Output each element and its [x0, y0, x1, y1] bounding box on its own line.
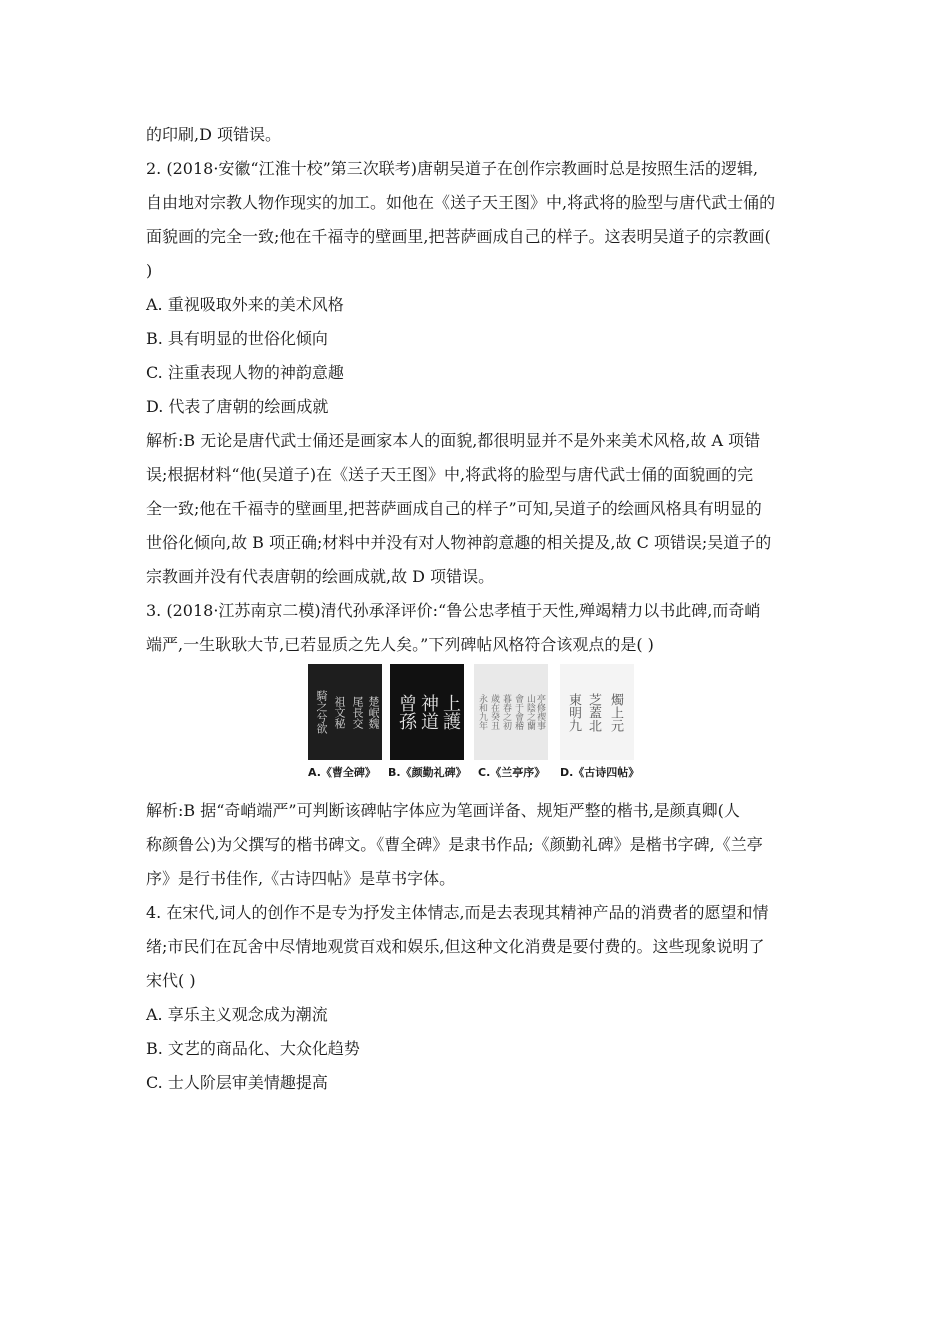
answer-3-analysis: 解析:B 据“奇峭端严”可判断该碑帖字体应为笔画详备、规矩严整的楷书,是颜真卿(人: [146, 801, 740, 820]
document-page: [146, 118, 810, 1100]
question-4-stem: 宋代( ): [146, 971, 196, 990]
question-2-option-d: D. 代表了唐朝的绘画成就: [146, 397, 329, 416]
question-2-option-c: C. 注重表现人物的神韵意趣: [146, 363, 344, 382]
answer-2-analysis: 世俗化倾向,故 B 项正确;材料中并没有对人物神韵意趣的相关提及,故 C 项错误;吴道子的: [146, 533, 772, 552]
question-2-stem: 面貌画的完全一致;他在千福寺的壁画里,把菩萨画成自己的样子。这表明吴道子的宗教画(: [146, 227, 771, 246]
question-4-option-b: B. 文艺的商品化、大众化趋势: [146, 1039, 360, 1058]
question-4-stem: 绪;市民们在瓦舍中尽情地观赏百戏和娱乐,但这种文化消费是要付费的。这些现象说明了: [146, 937, 765, 956]
calligraphy-figure: [146, 664, 810, 790]
answer-2-analysis: 全一致;他在千福寺的壁画里,把菩萨画成自己的样子”可知,吴道子的绘画风格具有明显的: [146, 499, 762, 518]
calligraphy-images: [308, 664, 644, 760]
question-2-stem: 自由地对宗教人物作现实的加工。如他在《送子天王图》中,将武将的脸型与唐代武士俑的: [146, 193, 776, 212]
question-2-stem: ): [146, 261, 153, 280]
caption-c: C.《兰亭序》: [478, 766, 546, 779]
answer-3-analysis: 序》是行书佳作,《古诗四帖》是草书字体。: [146, 869, 456, 888]
question-2-option-b: B. 具有明显的世俗化倾向: [146, 329, 328, 348]
caption-d: D.《古诗四帖》: [560, 766, 640, 779]
question-3-stem: 3. (2018·江苏南京二模)清代孙承泽评价:“鲁公忠孝植于天性,殚竭精力以书此碑,而奇峭: [146, 601, 761, 620]
question-4-option-a: A. 享乐主义观念成为潮流: [146, 1005, 328, 1024]
question-3-stem: 端严,一生耿耿大节,已若显质之先人矣。”下列碑帖风格符合该观点的是( ): [146, 635, 654, 654]
question-4-option-c: C. 士人阶层审美情趣提高: [146, 1073, 328, 1092]
answer-2-analysis: 误;根据材料“他(吴道子)在《送子天王图》中,将武将的脸型与唐代武士俑的面貌画的完: [146, 465, 754, 484]
answer-2-analysis: 解析:B 无论是唐代武士俑还是画家本人的面貌,都很明显并不是外来美术风格,故 A 项错: [146, 431, 761, 450]
calligraphy-image-d: 東明九 芝蓋北 燭上元: [560, 664, 634, 760]
question-2-option-a: A. 重视吸取外来的美术风格: [146, 295, 344, 314]
answer-3-analysis: 称颜鲁公)为父撰写的楷书碑文。《曹全碑》是隶书作品;《颜勤礼碑》是楷书字碑,《兰亭: [146, 835, 763, 854]
question-4-stem: 4. 在宋代,词人的创作不是专为抒发主体情志,而是去表现其精神产品的消费者的愿望和情: [146, 903, 769, 922]
calligraphy-image-a: 騎之兮欲 祖文秘 尾長交 楚岷魏: [308, 664, 382, 760]
figure-captions: [308, 764, 648, 784]
question-2-stem: 2. (2018·安徽“江淮十校”第三次联考)唐朝吴道子在创作宗教画时总是按照生活的逻辑,: [146, 159, 759, 178]
caption-a: A.《曹全碑》: [308, 766, 376, 779]
caption-b: B.《颜勤礼碑》: [388, 766, 467, 779]
answer-2-analysis: 宗教画并没有代表唐朝的绘画成就,故 D 项错误。: [146, 567, 495, 586]
calligraphy-image-c: 永和九年 歲在癸丑 暮春之初 會于會稽 山陰之蘭 亭修禊事: [474, 664, 548, 760]
calligraphy-image-b: 曾孫 神道 上護: [390, 664, 464, 760]
text-line: 的印刷,D 项错误。: [146, 125, 282, 144]
